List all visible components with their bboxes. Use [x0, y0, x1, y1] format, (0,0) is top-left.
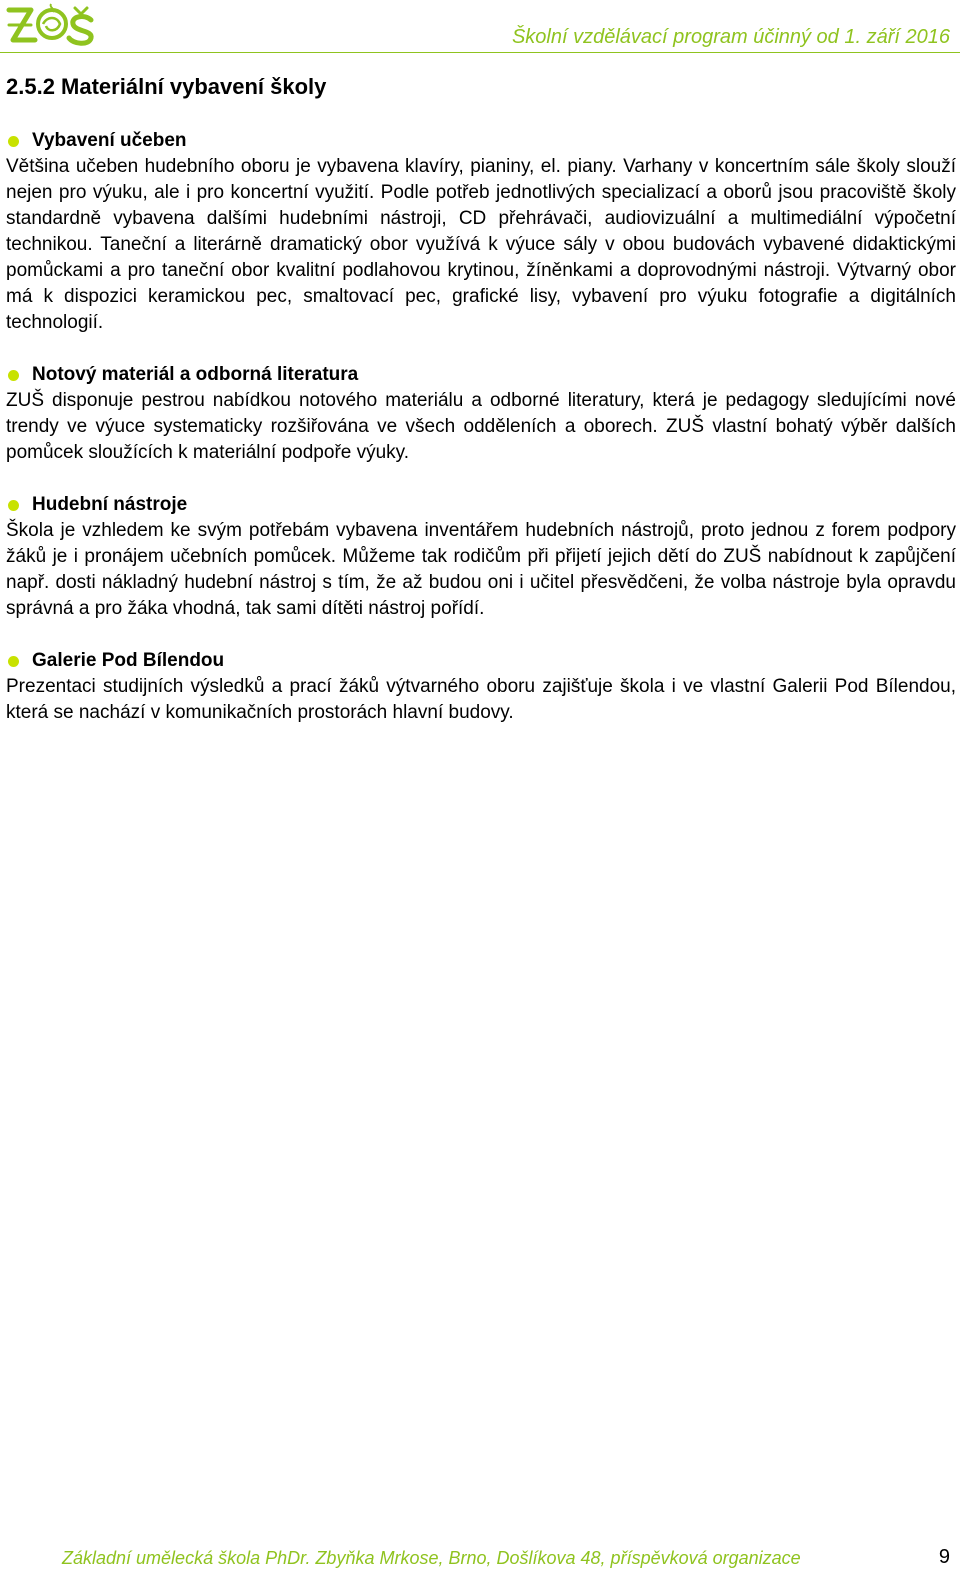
block-classroom-equipment	[6, 128, 956, 336]
zus-logo-icon	[5, 2, 97, 48]
block-heading	[6, 128, 956, 154]
header-divider	[0, 52, 960, 53]
block-heading	[6, 492, 956, 518]
block-heading-label: Notový materiál a odborná literatura	[32, 364, 359, 385]
footer-text: Základní umělecká škola PhDr. Zbyňka Mrkose, Brno, Došlíkova 48, příspěvková organizace	[62, 1548, 801, 1568]
block-sheet-music	[6, 362, 956, 466]
bullet-dot-icon	[8, 370, 19, 381]
bullet-dot-icon	[8, 500, 19, 511]
bullet-dot-icon	[8, 656, 19, 667]
block-paragraph: Prezentaci studijních výsledků a prací žáků výtvarného oboru zajišťuje škola i ve vlastní Galerii Pod Bílendou, která se nachází v komunikačních prostorách hlavní budovy.	[6, 676, 956, 723]
block-paragraph: ZUŠ disponuje pestrou nabídkou notového materiálu a odborné literatury, která je pedagogy sledujícími nové trendy ve výuce systematicky rozšiřována ve všech odděleních a oborech. ZUŠ vlastní bohatý výběr dalších pomůcek sloužících k materiální podpoře výuky.	[6, 390, 956, 463]
section-heading: 2.5.2 Materiální vybavení školy	[6, 74, 327, 99]
block-paragraph: Škola je vzhledem ke svým potřebám vybavena inventářem hudebních nástrojů, proto jednou z forem podpory žáků je i pronájem učebních pomůcek. Můžeme tak rodičům při přijetí jejich dětí do ZUŠ nabídnout k zapůjčení např. dosti nákladný hudební nástroj s tím, že až budou oni i učitel přesvědčeni, že volba nástroje byla opravdu správná a pro žáka vhodná, tak sami dítěti nástroj pořídí.	[6, 520, 956, 619]
block-paragraph: Většina učeben hudebního oboru je vybavena klavíry, pianiny, el. piany. Varhany v koncertním sále školy slouží nejen pro výuku, ale i pro koncertní využití. Podle potřeb jednotlivých specializací a oborů jsou pracoviště školy standardně vybavena dalšími hudebními nástroji, CD přehrávači, audiovizuální a multimediální výpočetní technikou. Taneční a literárně dramatický obor využívá k výuce sály v obou budovách vybavené didaktickými pomůckami a pro taneční obor kvalitní podlahovou krytinou, žíněnkami a doprovodnými nástroji. Výtvarný obor má k dispozici keramickou pec, smaltovací pec, grafické lisy, vybavení pro výuku fotografie a digitálních technologií.	[6, 156, 956, 333]
page-number: 9	[938, 1546, 950, 1568]
block-heading-label: Vybavení učeben	[32, 130, 187, 151]
block-heading	[6, 648, 956, 674]
page-header	[0, 0, 960, 54]
block-heading-label: Hudební nástroje	[32, 494, 188, 515]
block-heading-label: Galerie Pod Bílendou	[32, 650, 225, 671]
content-area	[6, 128, 956, 752]
bullet-dot-icon	[8, 136, 19, 147]
program-title: Školní vzdělávací program účinný od 1. září 2016	[511, 26, 950, 48]
block-heading	[6, 362, 956, 388]
block-gallery	[6, 648, 956, 726]
block-instruments	[6, 492, 956, 622]
